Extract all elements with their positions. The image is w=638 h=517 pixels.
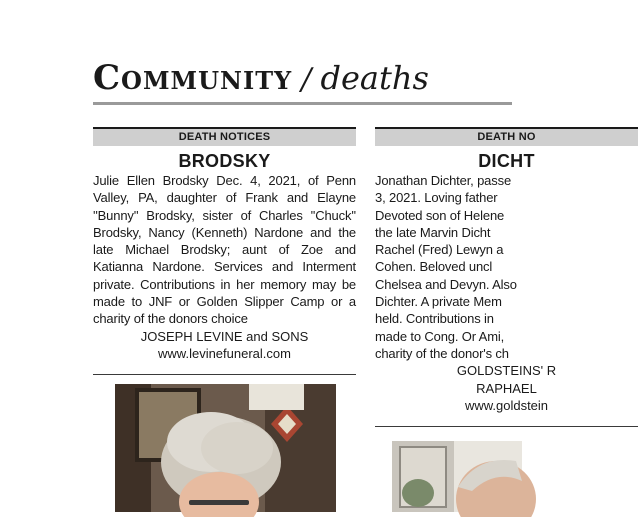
notice-line: charity of the donor's ch (375, 345, 509, 361)
notice-divider (93, 374, 356, 375)
funeral-home-name-2: RAPHAEL (476, 380, 537, 396)
notice-line: Dichter. A private Mem (375, 294, 502, 310)
death-notice-column (93, 127, 356, 375)
notice-line: held. Contributions in (375, 311, 494, 327)
notice-line: Cohen. Beloved uncl (375, 259, 493, 275)
funeral-home-website: www.goldstein (464, 397, 549, 413)
notices-header-bar: DEATH NO (375, 127, 638, 146)
notice-line: Chelsea and Devyn. Also (375, 276, 517, 292)
funeral-home-name: GOLDSTEINS' R (456, 363, 557, 379)
portrait-illustration (392, 441, 522, 512)
section-subtitle: deaths (320, 59, 429, 97)
deceased-photo-man (392, 441, 522, 512)
notice-divider (375, 426, 638, 427)
notice-line: 3, 2021. Loving father (375, 190, 498, 206)
notice-body (375, 172, 638, 362)
notice-line: Rachel (Fred) Lewyn a (375, 242, 504, 258)
notices-header-bar: DEATH NOTICES (93, 127, 356, 146)
notice-line: Devoted son of Helene (375, 207, 505, 223)
notice-line: made to Cong. Or Ami, (375, 328, 505, 344)
section-title: Community (93, 58, 293, 98)
notice-line: the late Marvin Dicht (375, 224, 491, 240)
masthead-rule (93, 102, 512, 105)
notice-line: Jonathan Dichter, passe (375, 173, 512, 188)
deceased-photo-woman (115, 384, 336, 512)
funeral-home-name: JOSEPH LEVINE and SONS (140, 328, 309, 344)
notice-body: Julie Ellen Brodsky Dec. 4, 2021, of Penn Valley, PA, daughter of Frank and Elayne ''Bunny'' Brodsky, sister of Charles ''Chuck'' Brodsky, Nancy (Kenneth) Nardone and the late Michael Brodsky; aunt of Zoe and Katianna Nardone. Services and Interment private. Contributions in her memory may be made to JNF or Golden Slipper Camp or a charity of the donors choice (93, 173, 356, 327)
section-masthead (93, 58, 429, 98)
funeral-home-website: www.levinefuneral.com (158, 345, 291, 361)
death-notice-column (375, 127, 638, 427)
portrait-illustration (115, 384, 336, 512)
notice-surname: DICHT (478, 151, 535, 171)
masthead-slash: / (301, 62, 312, 97)
notice-surname: BRODSKY (178, 151, 271, 171)
